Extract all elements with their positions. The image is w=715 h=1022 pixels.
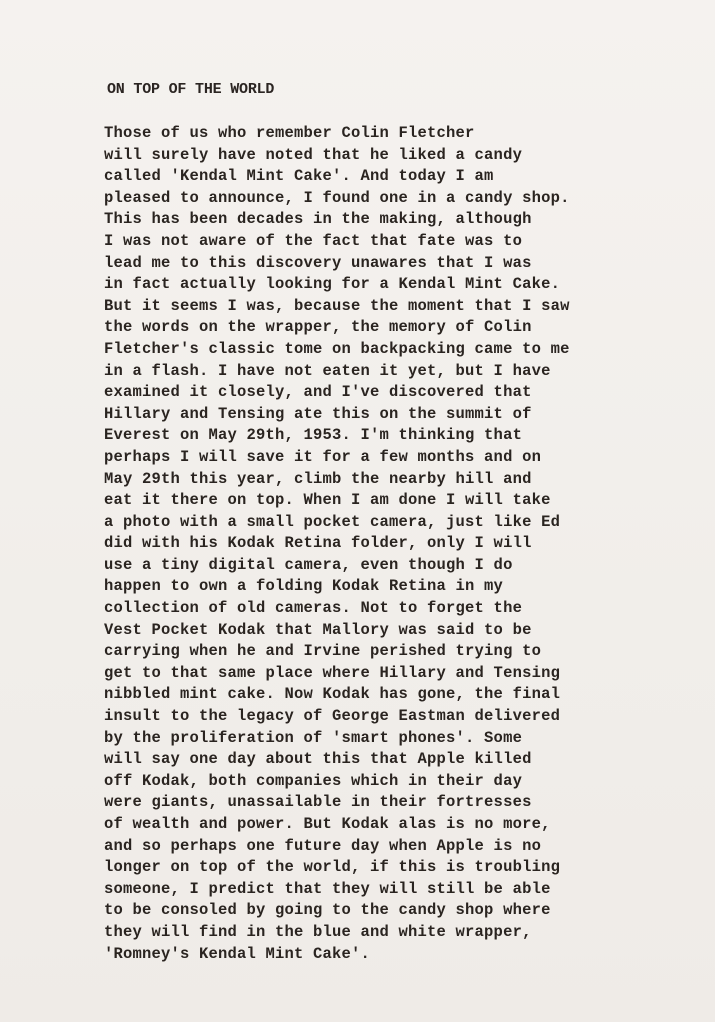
body-line-24: Vest Pocket Kodak that Mallory was said to be [104,620,532,639]
body-line-27: nibbled mint cake. Now Kodak has gone, the final [104,685,561,704]
body-line-20: did with his Kodak Retina folder, only I will [104,534,532,553]
body-line-10: the words on the wrapper, the memory of Colin [104,318,532,337]
body-line-32: were giants, unassailable in their fortresses [104,793,532,812]
body-line-25: carrying when he and Irvine perished trying to [104,642,542,661]
body-line-5: This has been decades in the making, although [104,210,532,229]
body-line-38: they will find in the blue and white wrapper, [104,922,532,941]
body-line-13: examined it closely, and I've discovered that [104,383,532,402]
body-line-21: use a tiny digital camera, even though I do [104,555,513,574]
body-line-26: get to that same place where Hillary and Tensing [104,663,561,682]
body-line-35: longer on top of the world, if this is troubling [104,858,561,877]
body-line-18: eat it there on top. When I am done I will take [104,491,551,510]
body-line-28: insult to the legacy of George Eastman delivered [104,707,561,726]
body-line-29: by the proliferation of 'smart phones'. Some [104,728,523,747]
body-line-4: pleased to announce, I found one in a candy shop. [104,188,570,207]
body-line-19: a photo with a small pocket camera, just like Ed [104,512,561,531]
body-line-37: to be consoled by going to the candy shop where [104,901,551,920]
body-line-14: Hillary and Tensing ate this on the summit of [104,404,532,423]
body-line-12: in a flash. I have not eaten it yet, but I have [104,361,551,380]
body-line-34: and so perhaps one future day when Apple is no [104,836,542,855]
body-line-3: called 'Kendal Mint Cake'. And today I am [104,167,494,186]
body-line-17: May 29th this year, climb the nearby hill and [104,469,532,488]
body-line-11: Fletcher's classic tome on backpacking came to me [104,339,570,358]
body-line-33: of wealth and power. But Kodak alas is no more, [104,815,551,833]
document-title: ON TOP OF THE WORLD [107,81,275,98]
body-line-39: 'Romney's Kendal Mint Cake'. [104,944,371,963]
body-line-36: someone, I predict that they will still be able [104,879,551,898]
body-line-7: lead me to this discovery unawares that I was [104,253,532,272]
body-line-15: Everest on May 29th, 1953. I'm thinking that [104,426,523,445]
body-line-9: But it seems I was, because the moment that I saw [104,296,570,315]
body-line-31: off Kodak, both companies which in their day [104,771,523,790]
body-line-2: will surely have noted that he liked a candy [104,145,523,164]
document-body [104,123,570,965]
body-line-22: happen to own a folding Kodak Retina in my [104,577,504,596]
body-line-6: I was not aware of the fact that fate was to [104,231,523,250]
body-line-8: in fact actually looking for a Kendal Mint Cake. [104,275,561,294]
body-line-23: collection of old cameras. Not to forget the [104,599,523,618]
body-line-1: Those of us who remember Colin Fletcher [104,124,475,142]
body-line-16: perhaps I will save it for a few months and on [104,447,542,466]
body-line-30: will say one day about this that Apple killed [104,750,532,769]
